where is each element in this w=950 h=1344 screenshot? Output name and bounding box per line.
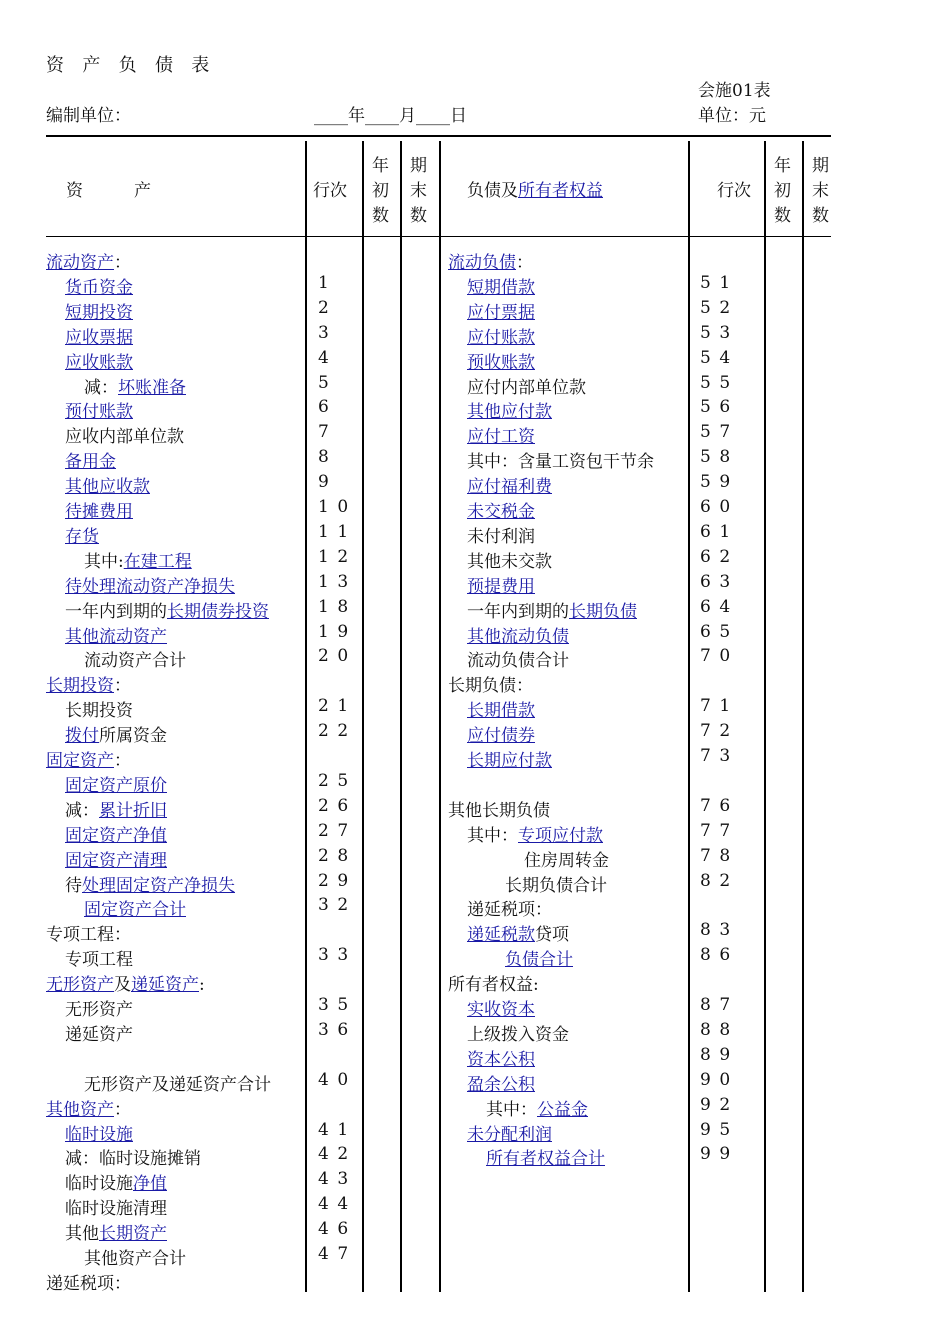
column-separator <box>439 141 441 1292</box>
right-row <box>467 597 637 622</box>
account-link[interactable]: 固定资产净值 <box>65 825 167 846</box>
account-label: 减： <box>65 800 99 821</box>
row-number: 47 <box>318 1244 357 1264</box>
left-row <box>65 348 133 373</box>
left-row <box>65 771 167 796</box>
right-row <box>467 447 654 472</box>
header-assets: 资 产 <box>66 181 151 201</box>
row-number: 56 <box>700 397 739 418</box>
left-row <box>65 397 133 422</box>
left-row <box>65 472 150 497</box>
header-end-2-right: 末 <box>812 181 829 201</box>
right-row <box>448 796 550 821</box>
account-label: ： <box>114 253 131 273</box>
account-link[interactable]: 递延税款 <box>467 925 535 946</box>
right-row <box>467 622 569 647</box>
row-number: 32 <box>318 895 357 916</box>
row-number: 1 <box>318 272 338 293</box>
row-number: 36 <box>318 1019 357 1040</box>
account-link[interactable]: 未分配利润 <box>467 1124 552 1145</box>
account-link[interactable]: 固定资产合计 <box>84 900 186 921</box>
row-number: 6 <box>318 397 338 418</box>
header-equity-link[interactable]: 所有者权益 <box>518 181 603 201</box>
row-number: 64 <box>700 596 739 617</box>
row-number: 42 <box>318 1144 357 1165</box>
right-row <box>448 671 533 696</box>
right-row <box>505 945 573 970</box>
account-link[interactable]: 处理固定资产净损失 <box>82 875 235 896</box>
row-number: 11 <box>318 521 357 542</box>
left-row <box>65 1194 167 1219</box>
right-row <box>467 895 552 920</box>
right-row <box>467 721 535 746</box>
row-number: 71 <box>700 696 739 717</box>
left-row <box>65 497 133 522</box>
account-link[interactable]: 其他流动资产 <box>65 626 167 647</box>
account-link[interactable]: 应付工资 <box>467 427 535 448</box>
account-link[interactable]: 长期债券投资 <box>167 601 269 622</box>
right-row <box>467 497 535 522</box>
account-link[interactable]: 短期借款 <box>467 277 535 298</box>
currency-unit: 单位：元 <box>698 106 766 126</box>
row-number: 83 <box>700 920 739 941</box>
account-label: 流动资产合计 <box>84 651 186 672</box>
column-separator <box>362 141 364 1292</box>
account-label: 其他 <box>65 1224 99 1245</box>
account-link[interactable]: 存货 <box>65 526 99 547</box>
row-number: 27 <box>318 820 357 841</box>
row-number: 10 <box>318 497 357 517</box>
account-label: 一年内到期的 <box>65 601 167 622</box>
row-number: 53 <box>700 322 739 343</box>
account-link[interactable]: 递延资产 <box>131 975 199 996</box>
account-link[interactable]: 应付福利费 <box>467 477 552 498</box>
account-link[interactable]: 长期应付款 <box>467 751 552 771</box>
left-row <box>65 846 167 871</box>
account-label: 及 <box>114 975 131 996</box>
column-separator <box>305 141 307 1292</box>
row-number: 25 <box>318 770 357 791</box>
account-link[interactable]: 固定资产原价 <box>65 775 167 796</box>
left-row <box>65 1169 167 1194</box>
header-begin-1-left: 年 <box>372 156 389 176</box>
table-top-rule <box>46 135 831 137</box>
left-row <box>65 1120 133 1145</box>
column-separator <box>802 141 804 1292</box>
left-row <box>65 1144 201 1169</box>
row-number: 19 <box>318 621 357 642</box>
right-row <box>467 821 603 846</box>
right-row <box>467 348 535 373</box>
account-link[interactable]: 待摊费用 <box>65 502 133 522</box>
left-row <box>46 920 131 945</box>
right-row <box>467 1120 552 1145</box>
row-number: 57 <box>700 422 739 443</box>
row-number: 5 <box>318 372 338 393</box>
right-row <box>467 472 552 497</box>
account-label: 一年内到期的 <box>467 601 569 622</box>
account-label: 专项工程 <box>65 950 133 971</box>
right-row <box>467 1070 535 1095</box>
left-row <box>65 522 99 547</box>
right-row <box>467 373 586 398</box>
right-row <box>467 746 552 771</box>
header-end-1-left: 期 <box>410 156 427 176</box>
account-link[interactable]: 拨付 <box>65 726 99 747</box>
account-label: 无形资产及递延资产合计 <box>84 1074 271 1095</box>
row-number: 40 <box>318 1069 357 1090</box>
account-link[interactable]: 其他应收款 <box>65 477 150 498</box>
row-number: 41 <box>318 1119 357 1140</box>
right-row <box>467 1045 535 1070</box>
account-label: 上级拨入资金 <box>467 1024 569 1045</box>
row-number: 62 <box>700 546 739 567</box>
compiling-unit-label: 编制单位： <box>46 106 131 126</box>
header-begin-3-left: 数 <box>372 206 389 226</box>
row-number: 43 <box>318 1169 357 1190</box>
row-number: 52 <box>700 297 739 318</box>
account-link[interactable]: 流动资产 <box>46 253 114 273</box>
row-number: 51 <box>700 272 739 293</box>
account-link[interactable]: 固定资产 <box>46 751 114 771</box>
left-row <box>65 796 167 821</box>
right-row <box>486 1144 605 1169</box>
header-begin-1-right: 年 <box>774 156 791 176</box>
row-number: 86 <box>700 945 739 966</box>
left-row <box>84 895 186 920</box>
account-link[interactable]: 预提费用 <box>467 576 535 597</box>
right-row <box>467 1020 569 1045</box>
left-row <box>65 871 235 896</box>
account-label: 其中： <box>486 1099 537 1120</box>
row-number: 65 <box>700 621 739 642</box>
row-number: 61 <box>700 521 739 542</box>
report-date: ____年____月____日 <box>314 106 467 126</box>
left-row <box>84 1070 271 1095</box>
header-begin-2-right: 初 <box>774 181 791 201</box>
form-code: 会施01表 <box>698 81 771 101</box>
account-link[interactable]: 长期负债 <box>569 601 637 622</box>
left-row <box>46 746 131 771</box>
account-link[interactable]: 长期借款 <box>467 701 535 722</box>
account-label: ： <box>114 751 131 771</box>
left-row <box>46 248 131 273</box>
header-end-1-right: 期 <box>812 156 829 176</box>
header-liabilities <box>467 176 603 201</box>
row-number: 44 <box>318 1194 357 1215</box>
header-end-3-left: 数 <box>410 206 427 226</box>
right-row <box>467 422 535 447</box>
left-row <box>84 547 192 572</box>
row-number: 76 <box>700 795 739 816</box>
left-row <box>65 721 167 746</box>
account-link[interactable]: 无形资产 <box>46 975 114 996</box>
account-label: 应付内部单位款 <box>467 377 586 398</box>
row-number: 63 <box>700 571 739 592</box>
account-label: 减：临时设施摊销 <box>65 1149 201 1170</box>
account-label: ： <box>114 676 131 697</box>
account-link[interactable]: 预付账款 <box>65 402 133 423</box>
account-link[interactable]: 应收票据 <box>65 327 133 348</box>
left-row <box>46 1095 131 1120</box>
column-separator <box>400 141 402 1292</box>
row-number: 54 <box>700 347 739 368</box>
row-number: 7 <box>318 422 338 443</box>
left-row <box>65 447 116 472</box>
header-begin-2-left: 初 <box>372 181 389 201</box>
left-row <box>65 1219 167 1244</box>
row-number: 90 <box>700 1069 739 1090</box>
header-row-no-right: 行次 <box>717 181 751 201</box>
row-number: 33 <box>318 945 357 966</box>
account-label: 长期负债： <box>448 676 533 697</box>
account-link[interactable]: 坏账准备 <box>118 377 186 398</box>
account-link[interactable]: 预收账款 <box>467 352 535 373</box>
right-row <box>467 920 569 945</box>
row-number: 89 <box>700 1044 739 1065</box>
account-link[interactable]: 长期投资 <box>46 676 114 697</box>
account-link[interactable]: 其他应付款 <box>467 402 552 423</box>
row-number: 99 <box>700 1144 739 1165</box>
header-begin-3-right: 数 <box>774 206 791 226</box>
account-label: 专项工程： <box>46 925 131 946</box>
left-row <box>65 1020 133 1045</box>
account-link[interactable]: 应收账款 <box>65 352 133 373</box>
account-label: 递延税项： <box>46 1273 131 1294</box>
right-row <box>467 995 535 1020</box>
row-number: 22 <box>318 721 357 742</box>
row-number: 55 <box>700 372 739 393</box>
account-label: 应收内部单位款 <box>65 427 184 448</box>
row-number: 78 <box>700 845 739 866</box>
account-label: 长期投资 <box>65 701 133 722</box>
right-row <box>467 273 535 298</box>
account-label: 其他长期负债 <box>448 800 550 821</box>
right-row <box>467 572 535 597</box>
row-number: 87 <box>700 995 739 1015</box>
row-number: 26 <box>318 795 357 816</box>
account-label: 其中： <box>467 825 518 846</box>
right-row <box>467 646 569 671</box>
row-number: 28 <box>318 845 357 866</box>
account-link[interactable]: 累计折旧 <box>99 800 167 821</box>
account-link[interactable]: 流动负债 <box>448 253 516 273</box>
row-number: 60 <box>700 497 739 517</box>
account-label: ： <box>516 253 533 273</box>
account-label: 临时设施清理 <box>65 1199 167 1220</box>
account-label: ： <box>114 1099 131 1120</box>
left-row <box>65 821 167 846</box>
account-link[interactable]: 其他资产 <box>46 1099 114 1120</box>
account-link[interactable]: 公益金 <box>537 1099 588 1120</box>
right-row <box>505 871 607 896</box>
account-link[interactable]: 应付票据 <box>467 302 535 323</box>
account-label: 无形资产 <box>65 1000 133 1020</box>
row-number: 4 <box>318 347 338 368</box>
row-number: 82 <box>700 870 739 891</box>
header-row-no-left: 行次 <box>313 181 347 201</box>
left-row <box>65 945 133 970</box>
account-link[interactable]: 专项应付款 <box>518 825 603 846</box>
account-label: 其他资产合计 <box>84 1249 186 1269</box>
left-row <box>84 1244 186 1269</box>
account-label: 长期负债合计 <box>505 875 607 896</box>
right-row <box>467 298 535 323</box>
right-row <box>467 522 535 547</box>
header-end-3-right: 数 <box>812 206 829 226</box>
account-link[interactable]: 固定资产清理 <box>65 850 167 871</box>
row-number: 72 <box>700 721 739 742</box>
account-link[interactable]: 在建工程 <box>123 551 192 572</box>
account-link[interactable]: 资本公积 <box>467 1049 535 1070</box>
left-row <box>65 422 184 447</box>
account-label: 其中：含量工资包干节余 <box>467 452 654 473</box>
row-number: 20 <box>318 646 357 667</box>
right-row <box>467 696 535 721</box>
row-number: 46 <box>318 1219 357 1240</box>
column-separator <box>764 141 766 1292</box>
account-link[interactable]: 货币资金 <box>65 277 133 298</box>
account-link[interactable]: 长期资产 <box>99 1224 167 1245</box>
account-label: 递延税项： <box>467 900 552 921</box>
header-liabilities-text: 负债及 <box>467 181 518 201</box>
row-number: 18 <box>318 596 357 617</box>
left-row <box>84 373 186 398</box>
account-label: 贷项 <box>535 925 569 946</box>
account-link[interactable]: 未交税金 <box>467 502 535 522</box>
right-row <box>524 846 609 871</box>
left-row <box>65 273 133 298</box>
row-number: 8 <box>318 447 338 468</box>
row-number: 29 <box>318 870 357 891</box>
row-number: 2 <box>318 297 338 318</box>
row-number: 73 <box>700 746 739 766</box>
left-row <box>46 970 205 995</box>
account-link[interactable]: 负债合计 <box>505 950 573 971</box>
account-label: 待 <box>65 875 82 896</box>
row-number: 3 <box>318 322 338 343</box>
account-link[interactable]: 净值 <box>133 1174 167 1195</box>
account-label: 所属资金 <box>99 726 167 747</box>
account-link[interactable]: 备用金 <box>65 452 116 473</box>
account-label: 未付利润 <box>467 526 535 547</box>
right-row <box>448 970 539 995</box>
left-row <box>65 597 269 622</box>
account-label: 递延资产 <box>65 1024 133 1045</box>
right-row <box>448 248 533 273</box>
row-number: 77 <box>700 820 739 841</box>
row-number: 58 <box>700 447 739 468</box>
account-link[interactable]: 所有者权益合计 <box>486 1149 605 1170</box>
left-row <box>65 323 133 348</box>
account-label: 减： <box>84 377 118 398</box>
account-label: 临时设施 <box>65 1174 133 1195</box>
account-label: 所有者权益: <box>448 975 539 996</box>
account-link[interactable]: 短期投资 <box>65 302 133 323</box>
row-number: 92 <box>700 1094 739 1115</box>
right-row <box>467 323 535 348</box>
account-link[interactable]: 应付债券 <box>467 726 535 747</box>
row-number: 9 <box>318 472 338 493</box>
right-row <box>486 1095 588 1120</box>
account-link[interactable]: 临时设施 <box>65 1124 133 1145</box>
right-row <box>467 547 552 572</box>
left-row <box>46 671 131 696</box>
left-row <box>65 696 133 721</box>
row-number: 13 <box>318 571 357 592</box>
account-label: 住房周转金 <box>524 850 609 871</box>
row-number: 59 <box>700 472 739 493</box>
account-link[interactable]: 应付账款 <box>467 327 535 348</box>
left-row <box>65 572 235 597</box>
header-end-2-left: 末 <box>410 181 427 201</box>
row-number: 88 <box>700 1019 739 1040</box>
column-separator <box>688 141 690 1292</box>
row-number: 12 <box>318 546 357 567</box>
account-link[interactable]: 实收资本 <box>467 1000 535 1020</box>
account-label: 其他未交款 <box>467 551 552 572</box>
left-row <box>65 298 133 323</box>
row-number: 95 <box>700 1119 739 1140</box>
account-label: : <box>199 975 205 996</box>
row-number: 35 <box>318 995 357 1015</box>
left-row <box>46 1269 131 1294</box>
row-number: 70 <box>700 646 739 667</box>
report-title: 资 产 负 债 表 <box>46 55 216 76</box>
account-link[interactable]: 盈余公积 <box>467 1074 535 1095</box>
account-link[interactable]: 其他流动负债 <box>467 626 569 647</box>
account-link[interactable]: 待处理流动资产净损失 <box>65 576 235 597</box>
left-row <box>84 646 186 671</box>
row-number: 21 <box>318 696 357 717</box>
left-row <box>65 995 133 1020</box>
account-label: 流动负债合计 <box>467 651 569 672</box>
right-row <box>467 397 552 422</box>
account-label: 其中: <box>84 551 124 572</box>
left-row <box>65 622 167 647</box>
